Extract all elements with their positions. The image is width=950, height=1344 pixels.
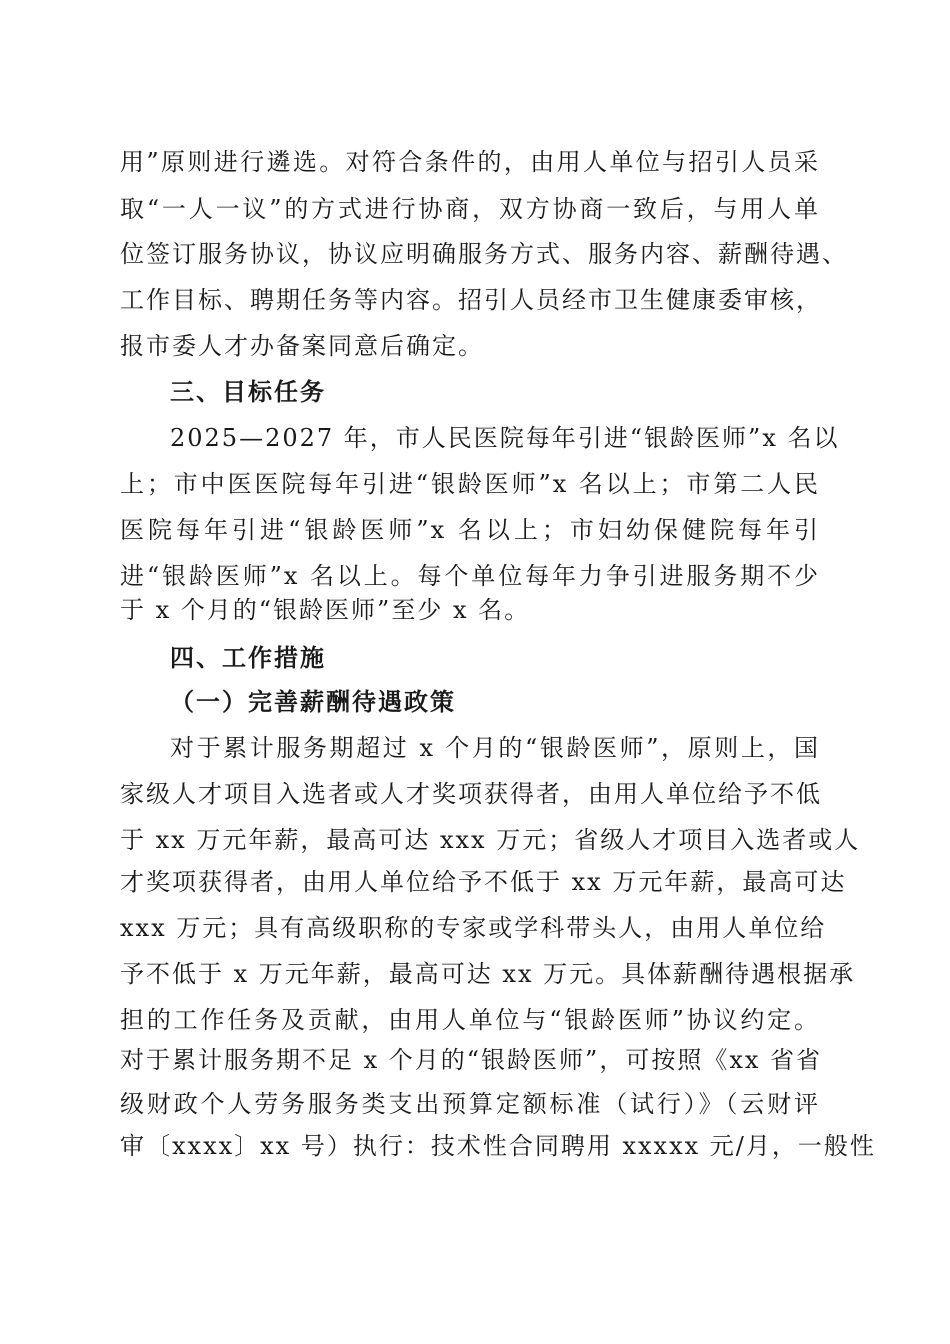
body-text-line: 位签订服务协议，协议应明确服务方式、服务内容、薪酬待遇、 xyxy=(120,240,848,268)
subsection-heading-salary: （一）完善薪酬待遇政策 xyxy=(170,687,456,716)
body-text-line: 对于累计服务期超过 x 个月的“银龄医师”，原则上，国 xyxy=(170,734,820,762)
section-heading-measures: 四、工作措施 xyxy=(170,644,326,672)
body-text-line: 工作目标、聘期任务等内容。招引人员经市卫生健康委审核， xyxy=(120,286,822,314)
body-text-line: xxx 万元；具有高级职称的专家或学科带头人，由用人单位给 xyxy=(120,914,827,942)
body-text-line: 于 xx 万元年薪，最高可达 xxx 万元；省级人才项目入选者或人 xyxy=(120,826,861,854)
body-text-line: 家级人才项目入选者或人才奖项获得者，由用人单位给予不低 xyxy=(120,780,822,808)
body-text-line: 级财政个人劳务服务类支出预算定额标准（试行）》（云财评 xyxy=(120,1090,820,1118)
body-text-line: 审〔xxxx〕xx 号）执行：技术性合同聘用 xxxxx 元/月，一般性 xyxy=(120,1132,876,1160)
body-text-line: 上；市中医医院每年引进“银龄医师”x 名以上；市第二人民 xyxy=(120,470,820,498)
body-text-line: 取“一人一议”的方式进行协商，双方协商一致后，与用人单 xyxy=(120,195,820,223)
body-text-line: 2025—2027 年，市人民医院每年引进“银龄医师”x 名以 xyxy=(170,424,840,452)
body-text-line: 担的工作任务及贡献，由用人单位与“银龄医师”协议约定。 xyxy=(120,1006,820,1034)
body-text-line: 报市委人才办备案同意后确定。 xyxy=(120,332,484,360)
body-text-line: 于 x 个月的“银龄医师”至少 x 名。 xyxy=(120,596,531,624)
body-text-line: 进“银龄医师”x 名以上。每个单位每年力争引进服务期不少 xyxy=(120,562,820,590)
body-text-line: 予不低于 x 万元年薪，最高可达 xx 万元。具体薪酬待遇根据承 xyxy=(120,960,856,988)
body-text-line: 对于累计服务期不足 x 个月的“银龄医师”，可按照《xx 省省 xyxy=(120,1046,823,1074)
section-heading-objectives: 三、目标任务 xyxy=(170,378,326,406)
body-text-line: 才奖项获得者，由用人单位给予不低于 xx 万元年薪，最高可达 xyxy=(120,868,847,896)
body-text-line: 用”原则进行遴选。对符合条件的，由用人单位与招引人员采 xyxy=(120,148,820,176)
body-text-line: 医院每年引进“银龄医师”x 名以上；市妇幼保健院每年引 xyxy=(120,516,820,544)
